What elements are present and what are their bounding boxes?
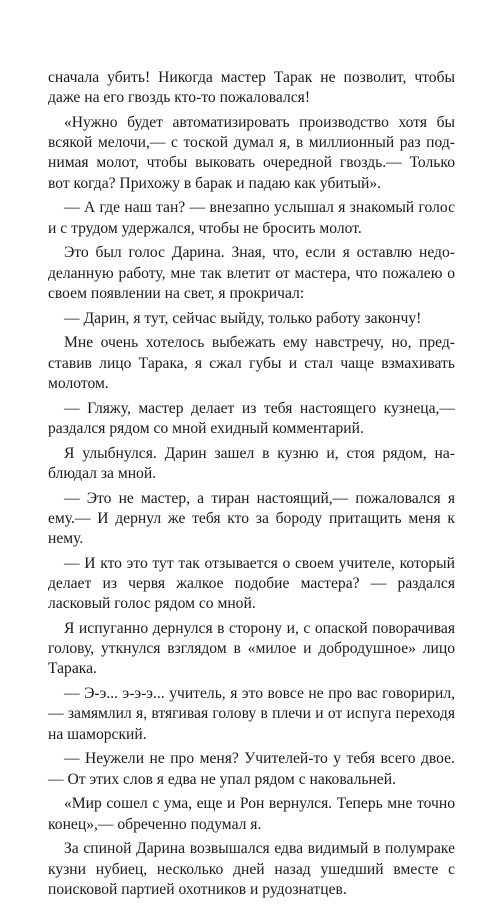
paragraph-4: Это был голос Дарина. Зная, что, если я оставлю недоделанную работу, мне так влетит от мастера, что пожалею о своем появлении на свет, я прокричал: <box>48 244 455 302</box>
paragraph-1: сначала убить! Никогда мастер Тарак не позволит, чтобы даже на его гвоздь кто-то пожаловался! <box>48 69 455 107</box>
paragraph-14: «Мир сошел с ума, еще и Рон вернулся. Теперь мне точно конец»,— обреченно подумал я. <box>48 795 455 833</box>
paragraph-11: Я испуганно дернулся в сторону и, с опаской поворачивая голову, уткнулся взглядом в «милое и добродушное» лицо Тарака. <box>48 620 455 678</box>
book-page-text <box>48 68 455 905</box>
paragraph-7: — Гляжу, мастер делает из тебя настоящего кузнеца,— раздался рядом со мной ехидный комментарий. <box>48 399 455 437</box>
paragraph-15: За спиной Дарина возвышался едва видимый в полумраке кузни нубиец, несколько дней назад ушедший вместе с поисковой партией охотников и рудознатцев. <box>48 840 455 898</box>
paragraph-13: — Неужели не про меня? Учителей-то у тебя всего двое.— От этих слов я едва не упал рядом с наковальней. <box>48 750 455 788</box>
paragraph-8: Я улыбнулся. Дарин зашел в кузню и, стоя рядом, наблюдал за мной. <box>48 444 455 482</box>
paragraph-3: — А где наш тан? — внезапно услышал я знакомый голос и с трудом удержался, чтобы не бросить молот. <box>48 199 455 237</box>
paragraph-2: «Нужно будет автоматизировать производство хотя бы всякой мелочи,— с тоской думал я, в миллионный раз поднимая молот, чтобы выковать очередной гвоздь.— Только вот когда? Прихожу в барак и падаю как убитый». <box>48 114 455 192</box>
paragraph-9: — Это не мастер, а тиран настоящий,— пожаловался я ему.— И дернул же тебя кто за бороду притащить меня к нему. <box>48 489 455 548</box>
paragraph-10: — И кто это тут так отзывается о своем учителе, который делает из червя жалкое подобие мастера? — раздался ласковый голос рядом со мной. <box>48 554 455 613</box>
paragraph-6: Мне очень хотелось выбежать ему навстречу, но, представив лицо Тарака, я сжал губы и стал чаще взмахивать молотом. <box>48 334 455 392</box>
paragraph-12: — Э-э... э-э-э... учитель, я это вовсе не про вас говоририл,— замямлил я, втягивая голову в плечи и от испуга переходя на шаморский. <box>48 685 455 743</box>
paragraph-5: — Дарин, я тут, сейчас выйду, только работу закончу! <box>64 309 422 327</box>
